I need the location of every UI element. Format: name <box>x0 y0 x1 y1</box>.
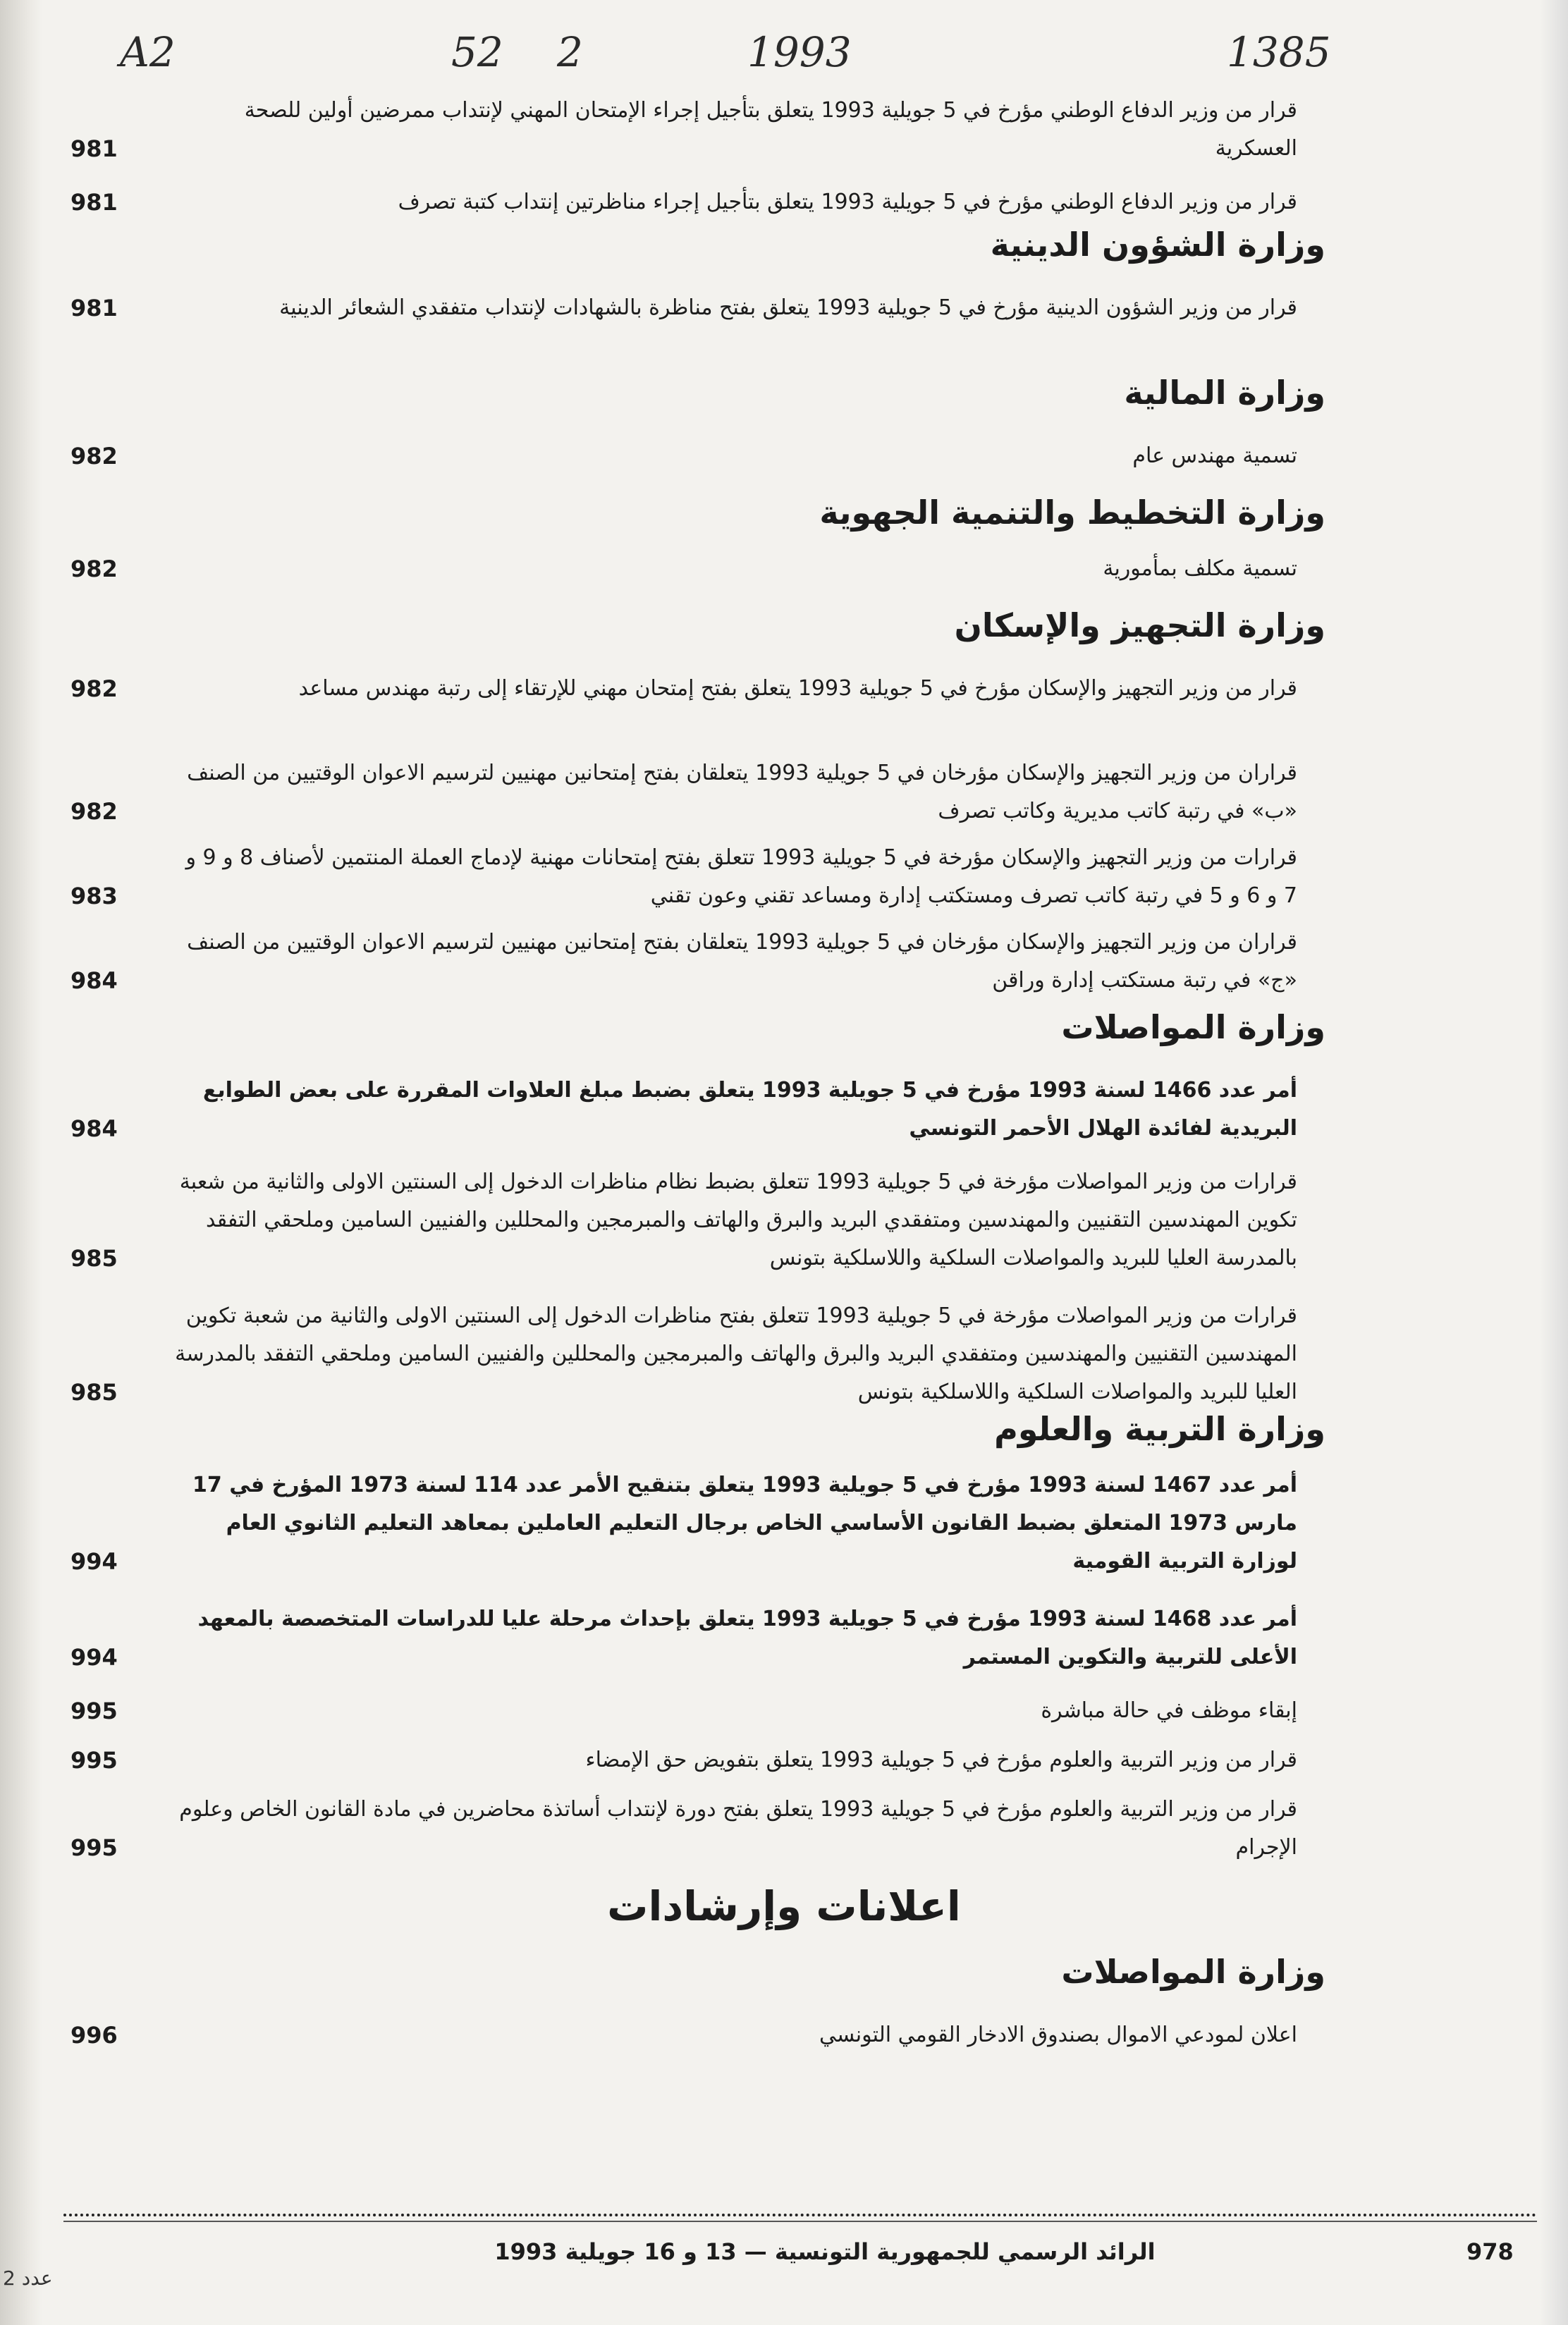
section-heading: وزارة المواصلات <box>1061 1008 1325 1046</box>
page-footer <box>63 2238 1537 2281</box>
handwritten-note-b: 52 <box>451 28 503 76</box>
toc-entry-text: قرار من وزير الشؤون الدينية مؤرخ في 5 جويلية 1993 يتعلق بفتح مناظرة بالشهادات لإنتداب متفقدي الشعائر الدينية <box>279 295 1297 320</box>
announcements-title: اعلانات وإرشادات <box>607 1882 961 1930</box>
toc-entry-page: 982 <box>71 443 118 470</box>
toc-entry-page: 995 <box>71 1747 118 1774</box>
toc-entry <box>63 289 1325 327</box>
toc-entry <box>63 1600 1325 1676</box>
toc-entry <box>63 183 1325 221</box>
handwritten-note-a: A2 <box>120 28 176 76</box>
toc-entry-page: 985 <box>71 1379 118 1406</box>
toc-entry-page: 981 <box>71 295 118 321</box>
toc-entry-text: قرار من وزير الدفاع الوطني مؤرخ في 5 جويلية 1993 يتعلق بتأجيل إجراء الإمتحان المهني لإنتداب ممرضين أولين للصحة العسكرية <box>244 98 1297 161</box>
handwritten-note-d: 1993 <box>747 28 852 76</box>
toc-entry <box>63 1297 1325 1411</box>
toc-entry-text: أمر عدد 1467 لسنة 1993 مؤرخ في 5 جويلية 1993 يتعلق بتنقيح الأمر عدد 114 لسنة 1973 المؤرخ في 17 مارس 1973 المتعلق بضبط القانون الأساسي الخاص برجال التعليم العاملين بمعاهد التعليم الثانوي العام لوزارة التربية القومية <box>192 1473 1297 1573</box>
toc-entry-text: أمر عدد 1466 لسنة 1993 مؤرخ في 5 جويلية 1993 يتعلق بضبط مبلغ العلاوات المقررة على بعض الطوابع البريدية لفائدة الهلال الأحمر التونسي <box>202 1078 1297 1141</box>
toc-entry <box>63 2016 1325 2054</box>
toc-entry-page: 981 <box>71 135 118 162</box>
toc-entry-text: قرار من وزير الدفاع الوطني مؤرخ في 5 جويلية 1993 يتعلق بتأجيل إجراء مناظرتين إنتداب كتبة تصرف <box>398 190 1297 214</box>
toc-entry-text: تسمية مكلف بمأمورية <box>1103 556 1297 581</box>
toc-entry-page: 981 <box>71 189 118 216</box>
section-heading: وزارة الشؤون الدينية <box>990 226 1325 264</box>
toc-entry-text: قرارات من وزير المواصلات مؤرخة في 5 جويلية 1993 تتعلق بفتح مناظرات الدخول إلى السنتين الاولى والثانية من شعبة تكوين المهندسين التقنيين والمهندسين ومتفقدي البريد والبرق والهاتف والمبرمجين والمحللين والفنيين السامين وملحقي التفقد بالمدرسة العليا للبريد والمواصلات السلكية واللاسلكية بتونس <box>175 1303 1297 1404</box>
section-heading: وزارة المالية <box>1124 374 1325 412</box>
toc-entry <box>63 1692 1325 1730</box>
toc-entry <box>63 839 1325 915</box>
toc-entry-text: أمر عدد 1468 لسنة 1993 مؤرخ في 5 جويلية 1993 يتعلق بإحداث مرحلة عليا للدراسات المتخصصة بالمعهد الأعلى للتربية والتكوين المستمر <box>197 1607 1297 1669</box>
handwritten-note-c: 2 <box>557 28 583 76</box>
toc-entry <box>63 437 1325 475</box>
toc-entry-text: إبقاء موظف في حالة مباشرة <box>1041 1698 1297 1723</box>
toc-entry-page: 982 <box>71 556 118 582</box>
toc-entry-page: 982 <box>71 798 118 825</box>
toc-entry-text: قراران من وزير التجهيز والإسكان مؤرخان في 5 جويلية 1993 يتعلقان بفتح إمتحانين مهنيين لترسيم الاعوان الوقتيين من الصنف «ب» في رتبة كاتب مديرية وكاتب تصرف <box>187 761 1297 823</box>
toc-entry <box>63 1163 1325 1277</box>
toc-entry-text: قرارات من وزير التجهيز والإسكان مؤرخة في 5 جويلية 1993 تتعلق بفتح إمتحانات مهنية لإدماج العملة المنتمين لأصناف 8 و 9 و 7 و 6 و 5 في رتبة كاتب تصرف ومستكتب إدارة ومساعد تقني وعون تقني <box>185 845 1297 908</box>
page-binding-shadow <box>0 0 42 2325</box>
toc-entry-text: اعلان لمودعي الاموال بصندوق الادخار القومي التونسي <box>819 2023 1297 2047</box>
toc-entry-text: قرار من وزير التجهيز والإسكان مؤرخ في 5 جويلية 1993 يتعلق بفتح إمتحان مهني للإرتقاء إلى رتبة مهندس مساعد <box>298 676 1297 701</box>
section-heading: وزارة المواصلات <box>1061 1953 1325 1991</box>
handwritten-note-e: 1385 <box>1227 28 1331 76</box>
toc-entry-text: قراران من وزير التجهيز والإسكان مؤرخان في 5 جويلية 1993 يتعلقان بفتح إمتحانين مهنيين لترسيم الاعوان الوقتيين من الصنف «ج» في رتبة مستكتب إدارة وراقن <box>187 930 1297 993</box>
toc-entry <box>63 1072 1325 1148</box>
section-heading: وزارة التخطيط والتنمية الجهوية <box>819 493 1325 532</box>
toc-entry-text: تسمية مهندس عام <box>1132 443 1297 468</box>
page-edge-shadow <box>1540 0 1568 2325</box>
footer-page-number: 978 <box>1466 2238 1514 2265</box>
toc-entry-page: 983 <box>71 883 118 909</box>
toc-entry-page: 994 <box>71 1644 118 1671</box>
toc-entry-page: 995 <box>71 1698 118 1724</box>
toc-entry-page: 994 <box>71 1548 118 1575</box>
toc-entry-text: قرار من وزير التربية والعلوم مؤرخ في 5 جويلية 1993 يتعلق بفتح دورة لإنتداب أساتذة محاضرين في مادة القانون الخاص وعلوم الإجرام <box>179 1797 1297 1860</box>
footer-rule <box>63 2214 1537 2222</box>
toc-entry <box>63 550 1325 588</box>
toc-entry-text: قرارات من وزير المواصلات مؤرخة في 5 جويلية 1993 تتعلق بضبط نظام مناظرات الدخول إلى السنتين الاولى والثانية من شعبة تكوين المهندسين التقنيين والمهندسين ومتفقدي البريد والبرق والهاتف والمبرمجين والمحللين والفنيين السامين وملحقي التفقد بالمدرسة العليا للبريد والمواصلات السلكية واللاسلكية بتونس <box>179 1170 1297 1270</box>
toc-entry-page: 985 <box>71 1245 118 1272</box>
toc-entry-page: 996 <box>71 2022 118 2049</box>
toc-entry <box>63 754 1325 830</box>
toc-entry-page: 984 <box>71 967 118 994</box>
toc-entry-page: 984 <box>71 1115 118 1142</box>
toc-entry-page: 982 <box>71 675 118 702</box>
footer-title: الرائد الرسمي للجمهورية التونسية — 13 و 16 جويلية 1993 <box>494 2238 1156 2265</box>
section-heading: وزارة التربية والعلوم <box>994 1410 1325 1448</box>
toc-entry <box>63 670 1325 708</box>
toc-entry-text: قرار من وزير التربية والعلوم مؤرخ في 5 جويلية 1993 يتعلق بتفويض حق الإمضاء <box>585 1748 1297 1772</box>
adjacent-page-edge-text: عدد 2 <box>3 2266 53 2290</box>
toc-entry-page: 995 <box>71 1834 118 1861</box>
toc-entry <box>63 1466 1325 1581</box>
section-heading: وزارة التجهيز والإسكان <box>954 606 1325 644</box>
toc-entry <box>63 1741 1325 1779</box>
toc-entry <box>63 92 1325 168</box>
toc-entry <box>63 924 1325 1000</box>
toc-entry <box>63 1791 1325 1867</box>
